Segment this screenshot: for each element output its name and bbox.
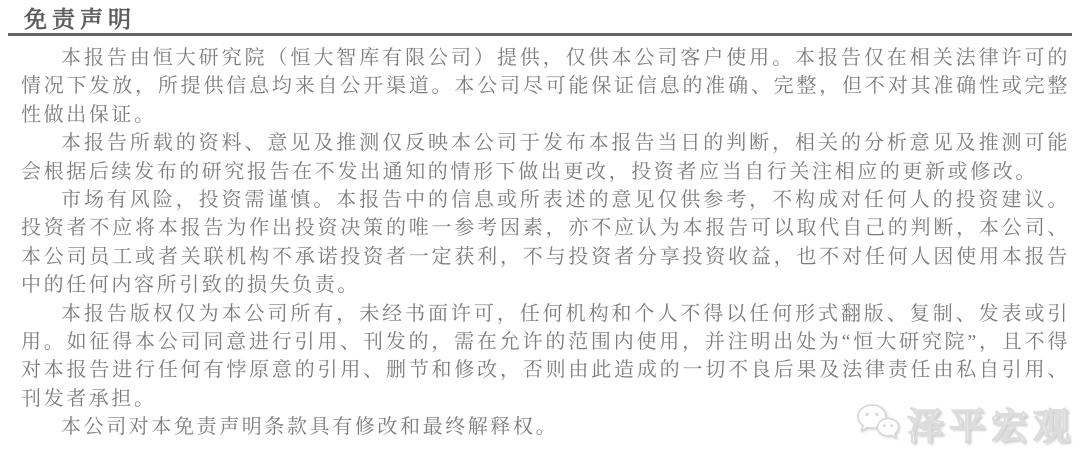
title-underline <box>8 33 1072 36</box>
page-title: 免责声明 <box>24 7 136 32</box>
disclaimer-paragraph: 本公司对本免责声明条款具有修改和最终解释权。 <box>61 416 559 439</box>
disclaimer-paragraph: 本报告版权仅为本公司所有，未经书面许可，任何机构和个人不得以任何形式翻版、复制、发表或引用。如征得本公司同意进行引用、刊发的，需在允许的范围内使用，并注明出处为“恒大研究院”，且不得对本报告进行任何有悖原意的引用、删节和修改，否则由此造成的一切不良后果及法律责任由私自引用、刊发者承担。 <box>21 302 1070 410</box>
disclaimer-paragraph: 本报告所载的资料、意见及推测仅反映本公司于发布本报告当日的判断，相关的分析意见及推测可能会根据后续发布的研究报告在不发出通知的情形下做出更改，投资者应当自行关注相应的更新或修改。 <box>21 132 1070 183</box>
disclaimer-paragraph: 市场有风险，投资需谨慎。本报告中的信息或所表述的意见仅供参考，不构成对任何人的投资建议。投资者不应将本报告为作出投资决策的唯一参考因素，亦不应认为本报告可以取代自己的判断，本公司、本公司员工或者关联机构不承诺投资者一定获利，不与投资者分享投资收益，也不对任何人因使用本报告中的任何内容所引致的损失负责。 <box>21 189 1070 297</box>
disclaimer-body <box>21 44 1070 442</box>
disclaimer-paragraph: 本报告由恒大研究院（恒大智库有限公司）提供，仅供本公司客户使用。本报告仅在相关法律许可的情况下发放，所提供信息均来自公开渠道。本公司尽可能保证信息的准确、完整，但不对其准确性或完整性做出保证。 <box>21 47 1070 126</box>
watermark-label: 泽平宏观 <box>907 407 1075 448</box>
